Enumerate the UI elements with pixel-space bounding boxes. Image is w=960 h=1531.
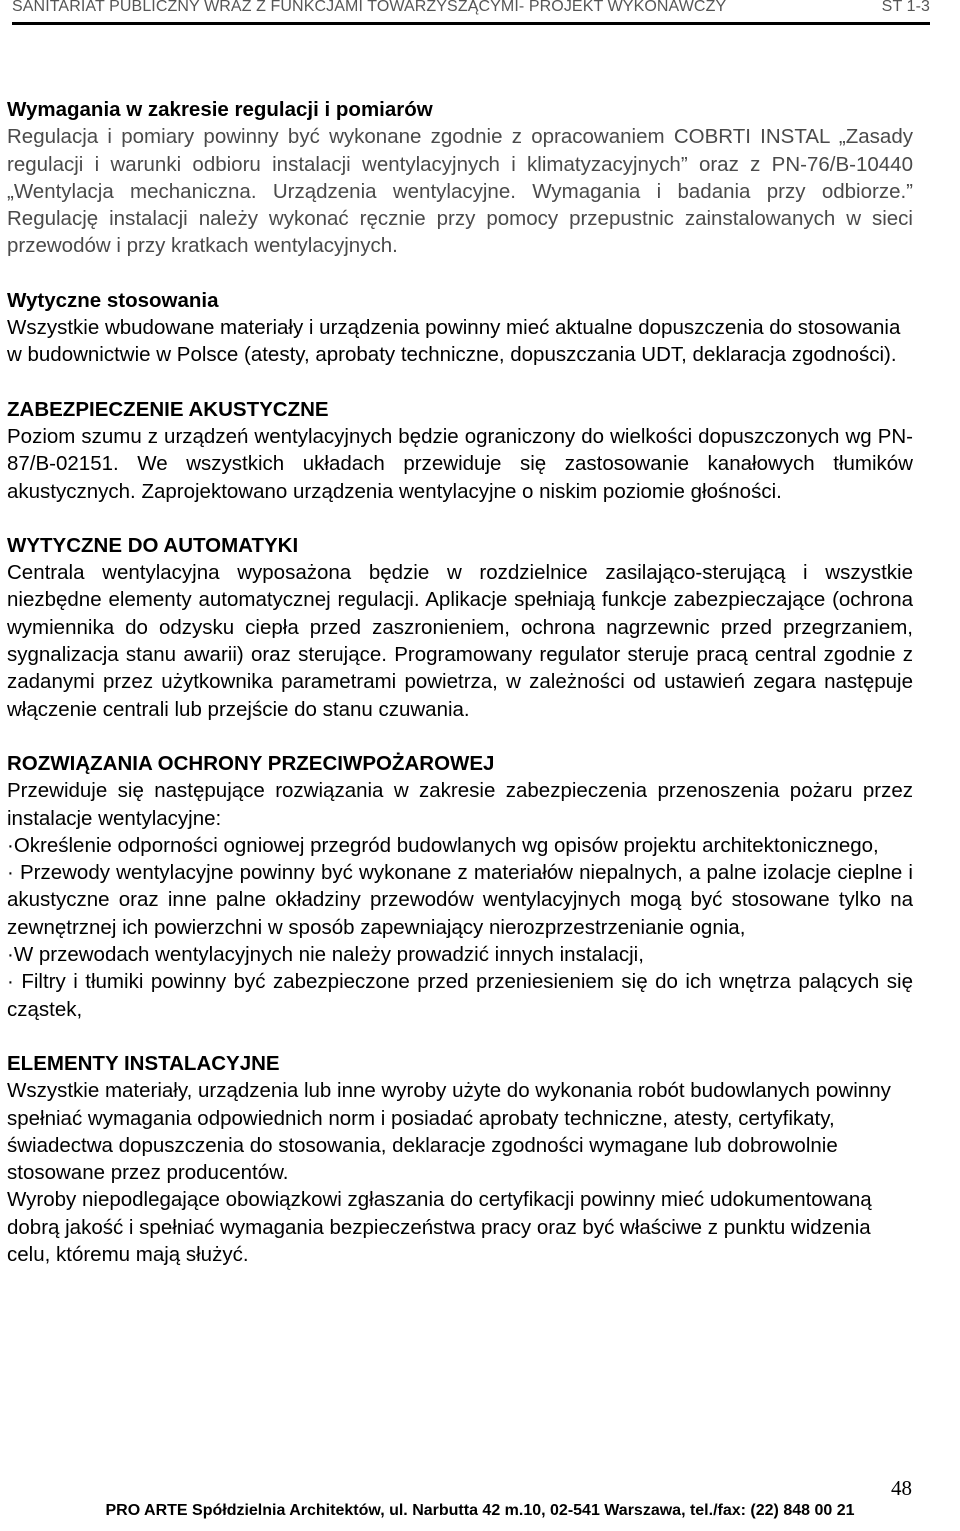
spec-code: ST 1-3 [881, 0, 930, 15]
document-title: SANITARIAT PUBLICZNY WRAZ Z FUNKCJAMI TOWARZYSZĄCYMI- PROJEKT WYKONAWCZY [12, 0, 727, 15]
list-item: · Przewody wentylacyjne powinny być wykonane z materiałów niepalnych, a palne izolacje cieplne i akustyczne oraz inne palne okładziny przewodów wentylacyjnych mogą być stosowane tylko na zewnętrznej ich powierzchni w sposób zapewniający nierozprzestrzenianie ognia, [7, 861, 913, 939]
page-footer: PRO ARTE Spółdzielnia Architektów, ul. Narbutta 42 m.10, 02-541 Warszawa, tel./fax: (22) 848 00 21 [105, 1502, 855, 1519]
paragraph: Wszystkie wbudowane materiały i urządzenia powinny mieć aktualne dopuszczenia do stosowania w budownictwie w Polsce (atesty, aprobaty techniczne, dopuszczania UDT, deklaracja zgodności). [7, 316, 901, 367]
section-fire-protection [7, 750, 913, 1023]
page-header [12, 0, 930, 25]
document-body [7, 96, 913, 1295]
section-title: Wymagania w zakresie regulacji i pomiarów [7, 98, 433, 121]
paragraph: Centrala wentylacyjna wyposażona będzie w rozdzielnice zasilająco-sterującą i wszystkie niezbędne elementy automatycznej regulacji. Aplikacje spełniają funkcje zabezpieczające (ochrona wymiennika do odzysku ciepła przed zaszronieniem, ochrona nagrzewnic przed przegrzaniem, sygnalizacja stanu awarii) oraz sterujące. Programowany regulator steruje pracą central zgodnie z zadanymi przez użytkownika parametrami powietrza, w zależności od ustawień zegara następuje włączenie centrali lub przejście do stanu czuwania. [7, 561, 913, 721]
paragraph: Wyroby niepodlegające obowiązkowi zgłaszania do certyfikacji powinny mieć udokumentowaną dobrą jakość i spełniać wymagania bezpieczeństwa pracy oraz być właściwe z punktu widzenia celu, któremu mają służyć. [7, 1188, 872, 1266]
section-guidelines [7, 287, 913, 369]
section-title: ROZWIĄZANIA OCHRONY PRZECIWPOŻAROWEJ [7, 751, 495, 775]
section-title: WYTYCZNE DO AUTOMATYKI [7, 533, 299, 557]
paragraph: Poziom szumu z urządzeń wentylacyjnych będzie ograniczony do wielkości dopuszczonych wg PN-87/B-02151. We wszystkich układach przewiduje się zastosowanie kanałowych tłumików akustycznych. Zaprojektowano urządzenia wentylacyjne o niskim poziomie głośności. [7, 424, 913, 503]
regulation-method-text: Regulację instalacji należy wykonać ręcznie przy pomocy przepustnic zainstalowanych w sieci przewodów i przy kratkach wentylacyjnych. [7, 207, 913, 258]
paragraph: Przewiduje się następujące rozwiązania w zakresie zabezpieczenia przenoszenia pożaru przez instalacje wentylacyjne: [7, 779, 913, 830]
list-item: ·W przewodach wentylacyjnych nie należy prowadzić innych instalacji, [7, 943, 644, 967]
paragraph [7, 123, 913, 259]
list-item: ·Określenie odporności ogniowej przegród budowlanych wg opisów projektu architektonicznego, [7, 833, 879, 857]
section-automation [7, 532, 913, 723]
page-number: 48 [891, 1476, 912, 1500]
section-title: Wytyczne stosowania [7, 288, 219, 312]
paragraph: Wszystkie materiały, urządzenia lub inne wyroby użyte do wykonania robót budowlanych powinny spełniać wymagania odpowiednich norm i posiadać aprobaty techniczne, atesty, certyfikaty, świadectwa dopuszczenia do stosowania, deklaracje zgodności wymagane lub dobrowolnie stosowane przez producentów. [7, 1079, 891, 1185]
regulation-standard-text: Regulacja i pomiary powinny być wykonane zgodnie z opracowaniem COBRTI INSTAL „Zasady regulacji i warunki odbioru instalacji wentylacyjnych i klimatyzacyjnych” oraz z PN-76/B-10440 „Wentylacja mechaniczna. Urządzenia wentylacyjne. Wymagania i badania przy odbiorze.” [7, 125, 913, 203]
list-item: · Filtry i tłumiki powinny być zabezpieczone przed przeniesieniem się do ich wnętrza palących się cząstek, [7, 970, 913, 1021]
section-elements [7, 1050, 913, 1268]
section-regulation [7, 96, 913, 260]
section-acoustic [7, 396, 913, 505]
section-title: ELEMENTY INSTALACYJNE [7, 1051, 280, 1075]
section-title: ZABEZPIECZENIE AKUSTYCZNE [7, 397, 329, 421]
